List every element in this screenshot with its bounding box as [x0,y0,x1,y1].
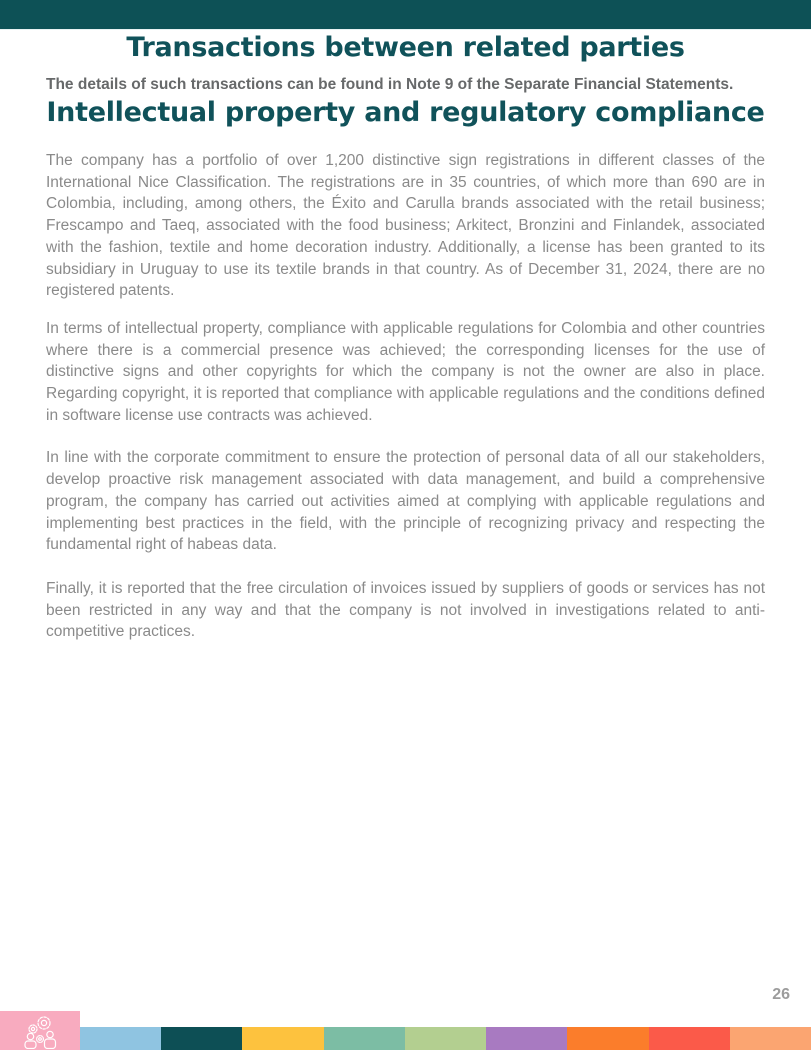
strip-segment-light-blue [80,1027,161,1050]
body-paragraph-licenses-copyright: In terms of intellectual property, compliance with applicable regulations for Colombia and other countries where there is a commercial presence was achieved; the corresponding licenses for the use of distinctive signs and other copyrights for which the company is not the owner are also in place. Regarding copyright, it is reported that compliance with applicable regulations and the conditions defined in software license use contracts was achieved. [46,319,765,424]
strip-segment-red [649,1027,730,1050]
strip-segment-salmon [730,1027,811,1050]
strip-segment-purple [486,1027,567,1050]
footer-color-strip [80,1027,811,1050]
strip-segment-yellow [242,1027,323,1050]
strip-segment-sea-green [324,1027,405,1050]
section-subtitle-note-reference: The details of such transactions can be found in Note 9 of the Separate Financial Statements. [46,76,734,93]
section-title-transactions: Transactions between related parties [126,32,685,63]
footer-logo-block [0,1011,80,1050]
page-footer [0,1011,811,1050]
body-paragraph-personal-data: In line with the corporate commitment to ensure the protection of personal data of all our stakeholders, develop proactive risk management associated with data management, and build a comprehensive program, the company has carried out activities aimed at complying with applicable regulations and implementing best practices in the field, with the principle of recognizing privacy and respecting the fundamental right of habeas data. [46,449,765,554]
page-content [0,30,811,643]
page-number: 26 [772,986,790,1003]
top-bar [0,0,811,30]
strip-segment-orange [567,1027,648,1050]
strip-segment-dark-teal [161,1027,242,1050]
people-gears-icon [17,1013,63,1049]
strip-segment-light-green [405,1027,486,1050]
body-paragraph-invoices: Finally, it is reported that the free circulation of invoices issued by suppliers of goods or services has not been restricted in any way and that the company is not involved in investigations related to anti-competitive practices. [46,579,765,641]
body-paragraph-trademarks: The company has a portfolio of over 1,200 distinctive sign registrations in different classes of the International Nice Classification. The registrations are in 35 countries, of which more than 690 are in Colombia, including, among others, the Éxito and Carulla brands associated with the retail business; Frescampo and Taeq, associated with the food business; Arkitect, Bronzini and Finlandek, associated with the fashion, textile and home decoration industry. Additionally, a license has been granted to its subsidiary in Uruguay to use its textile brands in that country. As of December 31, 2024, there are no registered patents. [46,152,765,300]
section-title-intellectual-property: Intellectual property and regulatory compliance [46,97,765,128]
